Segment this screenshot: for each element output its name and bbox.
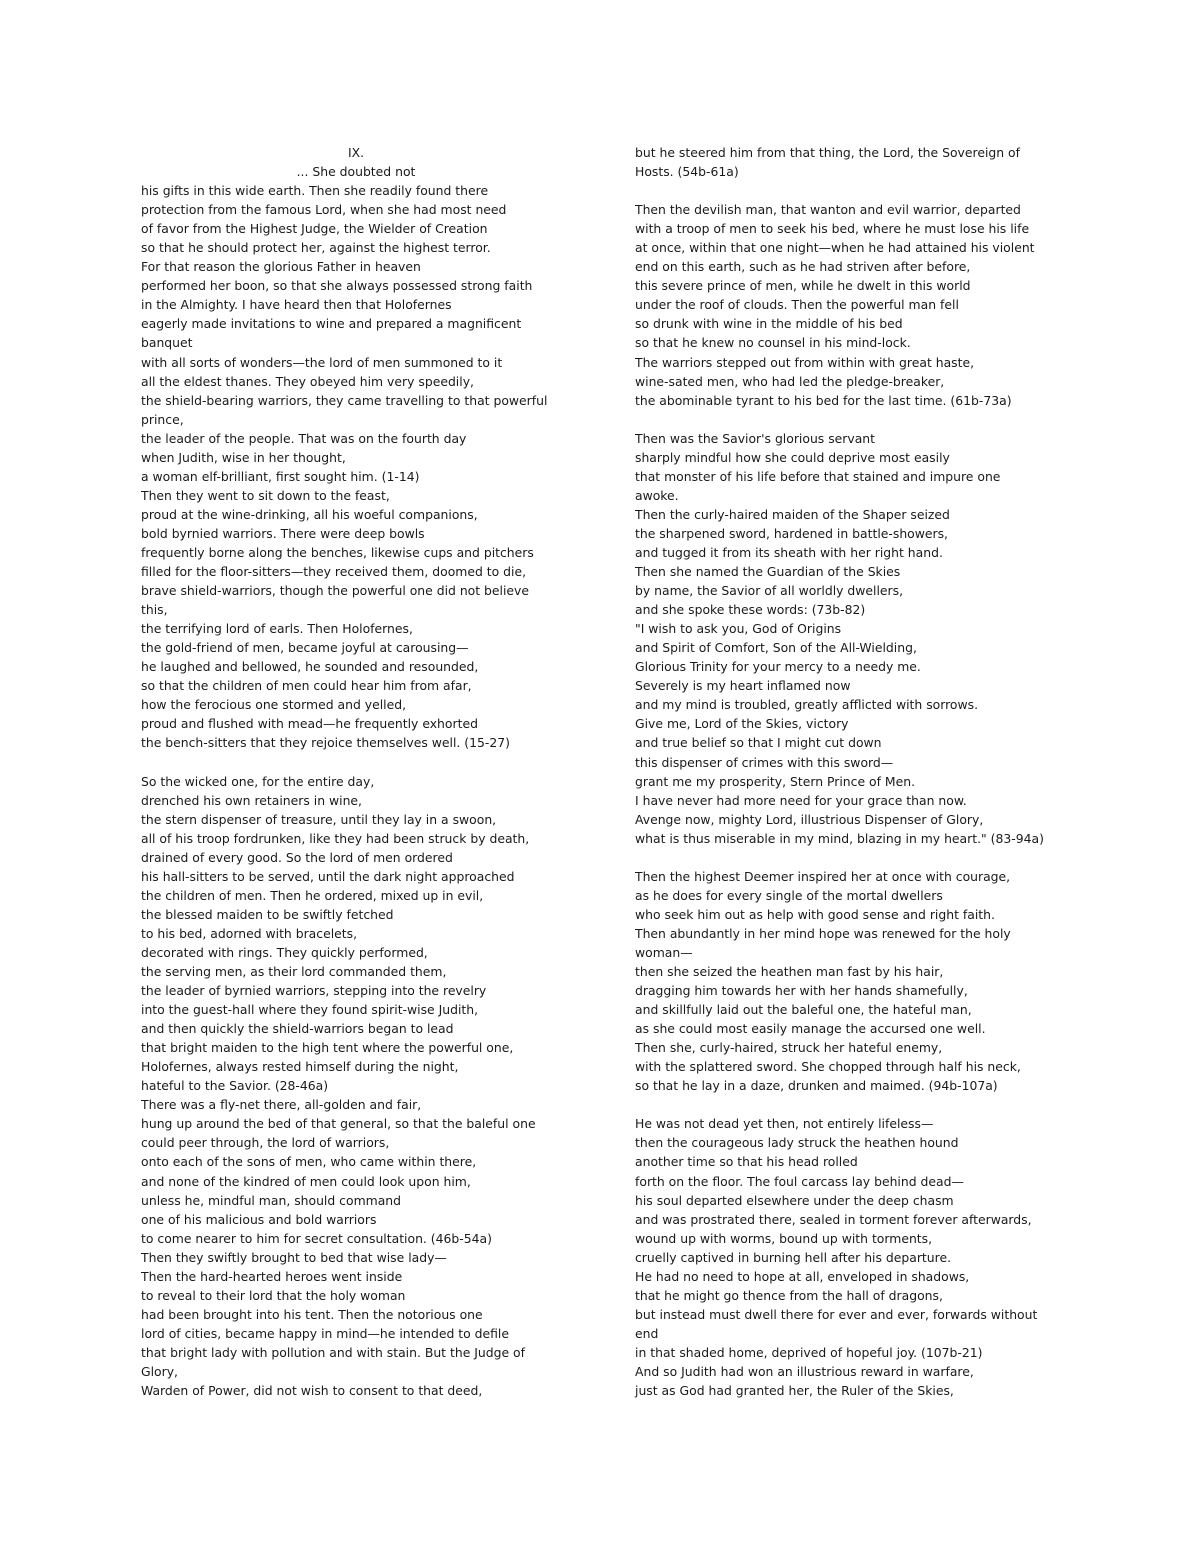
verse-line: with all sorts of wonders—the lord of men summoned to it (141, 354, 503, 370)
verse-line: For that reason the glorious Father in heaven (141, 259, 421, 275)
right-column (635, 143, 1060, 1400)
verse-line: There was a fly-net there, all-golden and fair, (141, 1097, 422, 1113)
verse-line: that he might go thence from the hall of dragons, (635, 1287, 943, 1303)
verse-line: and skillfully laid out the baleful one, the hateful man, (635, 1002, 972, 1018)
verse-line: woman— (635, 944, 693, 960)
verse-line: so that he lay in a daze, drunken and maimed. (94b-107a) (635, 1078, 998, 1094)
verse-line: in that shaded home, deprived of hopeful joy. (107b-21) (635, 1344, 983, 1360)
verse-line: unless he, mindful man, should command (141, 1192, 402, 1208)
verse-line: filled for the floor-sitters—they received them, doomed to die, (141, 564, 527, 580)
verse-line: Hosts. (54b-61a) (635, 164, 739, 180)
verse-line: all of his troop fordrunken, like they had been struck by death, (141, 830, 530, 846)
verse-line: decorated with rings. They quickly performed, (141, 944, 428, 960)
verse-line: Then was the Savior's glorious servant (635, 430, 876, 446)
verse-line: hateful to the Savior. (28-46a) (141, 1078, 329, 1094)
verse-line: the serving men, as their lord commanded them, (141, 964, 447, 980)
verse-line: with a troop of men to seek his bed, where he must lose his life (635, 221, 1030, 237)
verse-line: the leader of the people. That was on the fourth day (141, 430, 467, 446)
verse-line: drenched his own retainers in wine, (141, 792, 362, 808)
verse-line: awoke. (635, 487, 679, 503)
verse-line (635, 181, 1060, 200)
verse-line: as he does for every single of the mortal dwellers (635, 887, 943, 903)
verse-line: this severe prince of men, while he dwelt in this world (635, 278, 971, 294)
verse-line: the bench-sitters that they rejoice themselves well. (15-27) (141, 735, 510, 751)
verse-line: to reveal to their lord that the holy woman (141, 1287, 406, 1303)
verse-line: Holofernes, always rested himself during the night, (141, 1059, 459, 1075)
verse-line: and she spoke these words: (73b-82) (635, 602, 866, 618)
verse-line: bold byrnied warriors. There were deep bowls (141, 525, 425, 541)
verse-line: eagerly made invitations to wine and prepared a magnificent (141, 316, 522, 332)
verse-line (635, 1095, 1060, 1114)
verse-line: sharply mindful how she could deprive most easily (635, 449, 950, 465)
verse-line: protection from the famous Lord, when she had most need (141, 202, 507, 218)
verse-line: Warden of Power, did not wish to consent to that deed, (141, 1383, 483, 1399)
verse-line: prince, (141, 411, 184, 427)
verse-line: so that he knew no counsel in his mind-lock. (635, 335, 911, 351)
verse-line: this dispenser of crimes with this sword— (635, 754, 894, 770)
verse-line: and was prostrated there, sealed in torment forever afterwards, (635, 1211, 1032, 1227)
verse-line: just as God had granted her, the Ruler of the Skies, (635, 1383, 954, 1399)
verse-line: And so Judith had won an illustrious reward in warfare, (635, 1364, 974, 1379)
verse-line: and true belief so that I might cut down (635, 735, 882, 751)
verse-line: and tugged it from its sheath with her right hand. (635, 544, 943, 560)
verse-line: to come nearer to him for secret consultation. (46b-54a) (141, 1230, 492, 1246)
verse-line: his hall-sitters to be served, until the dark night approached (141, 868, 515, 884)
verse-line: proud and flushed with mead—he frequently exhorted (141, 716, 478, 732)
right-column-lines (635, 143, 1060, 1400)
verse-line: He was not dead yet then, not entirely lifeless— (635, 1116, 934, 1132)
section-heading: IX. (347, 145, 365, 160)
verse-line: forth on the floor. The foul carcass lay behind dead— (635, 1173, 964, 1189)
verse-line: performed her boon, so that she always possessed strong faith (141, 278, 533, 294)
verse-line: the leader of byrnied warriors, stepping into the revelry (141, 983, 487, 999)
verse-line: the abominable tyrant to his bed for the last time. (61b-73a) (635, 392, 1012, 408)
verse-line: so that the children of men could hear him from afar, (141, 678, 472, 694)
verse-line: so drunk with wine in the middle of his bed (635, 316, 903, 332)
verse-line: could peer through, the lord of warriors, (141, 1135, 390, 1151)
verse-line: the blessed maiden to be swiftly fetched (141, 906, 394, 922)
verse-line: Then the highest Deemer inspired her at once with courage, (635, 868, 1011, 884)
verse-line: then the courageous lady struck the heathen hound (635, 1135, 959, 1151)
verse-line: into the guest-hall where they found spirit-wise Judith, (141, 1002, 479, 1018)
verse-line: hung up around the bed of that general, so that the baleful one (141, 1116, 536, 1132)
verse-line: and my mind is troubled, greatly afflicted with sorrows. (635, 697, 979, 713)
verse-line: cruelly captived in burning hell after his departure. (635, 1249, 952, 1265)
verse-line: had been brought into his tent. Then the notorious one (141, 1306, 483, 1322)
verse-line: Avenge now, mighty Lord, illustrious Dispenser of Glory, (635, 811, 984, 827)
verse-line: the sharpened sword, hardened in battle-showers, (635, 525, 948, 541)
verse-line: the gold-friend of men, became joyful at carousing— (141, 640, 469, 656)
verse-line: the terrifying lord of earls. Then Holofernes, (141, 621, 413, 637)
verse-line: frequently borne along the benches, likewise cups and pitchers (141, 544, 534, 560)
verse-line: and Spirit of Comfort, Son of the All-Wielding, (635, 640, 917, 656)
verse-line: banquet (141, 335, 193, 351)
verse-line: when Judith, wise in her thought, (141, 449, 346, 465)
verse-line: to his bed, adorned with bracelets, (141, 925, 358, 941)
verse-line: this, (141, 602, 168, 618)
verse-line: Glory, (141, 1364, 178, 1379)
verse-line: Glorious Trinity for your mercy to a needy me. (635, 659, 921, 675)
verse-line: but instead must dwell there for ever and ever, forwards without (635, 1306, 1038, 1322)
verse-line: Then abundantly in her mind hope was renewed for the holy (635, 925, 1011, 941)
verse-line: He had no need to hope at all, enveloped in shadows, (635, 1268, 970, 1284)
verse-line: the shield-bearing warriors, they came travelling to that powerful (141, 392, 548, 408)
verse-line: Then the hard-hearted heroes went inside (141, 1268, 403, 1284)
verse-line: drained of every good. So the lord of men ordered (141, 849, 453, 865)
verse-line: Then they swiftly brought to bed that wise lady— (141, 1249, 447, 1265)
verse-line: Then she, curly-haired, struck her hateful enemy, (635, 1040, 943, 1056)
verse-line: under the roof of clouds. Then the powerful man fell (635, 297, 959, 313)
verse-line: Then she named the Guardian of the Skies (635, 564, 901, 580)
verse-line: Severely is my heart inflamed now (635, 678, 851, 694)
left-column-lines (141, 181, 571, 1400)
verse-line: all the eldest thanes. They obeyed him very speedily, (141, 373, 474, 389)
verse-line: what is thus miserable in my mind, blazing in my heart." (83-94a) (635, 830, 1044, 846)
verse-line: end on this earth, such as he had striven after before, (635, 259, 971, 275)
verse-line: wine-sated men, who had led the pledge-breaker, (635, 373, 945, 389)
verse-line: wound up with worms, bound up with torments, (635, 1230, 933, 1246)
verse-line: and none of the kindred of men could look upon him, (141, 1173, 471, 1189)
verse-line: The warriors stepped out from within with great haste, (635, 354, 975, 370)
verse-line: and then quickly the shield-warriors began to lead (141, 1021, 454, 1037)
verse-line: who seek him out as help with good sense and right faith. (635, 906, 995, 922)
verse-line: a woman elf-brilliant, first sought him. (1-14) (141, 468, 420, 484)
verse-line: his gifts in this wide earth. Then she readily found there (141, 183, 489, 199)
verse-line: the children of men. Then he ordered, mixed up in evil, (141, 887, 484, 903)
verse-line: in the Almighty. I have heard then that Holofernes (141, 297, 452, 313)
verse-line: lord of cities, became happy in mind—he intended to defile (141, 1325, 509, 1341)
verse-line: So the wicked one, for the entire day, (141, 773, 375, 789)
verse-line: but he steered him from that thing, the Lord, the Sovereign of (635, 145, 1020, 160)
verse-line: I have never had more need for your grace than now. (635, 792, 967, 808)
verse-line: Give me, Lord of the Skies, victory (635, 716, 849, 732)
verse-line (635, 410, 1060, 429)
verse-line: dragging him towards her with her hands shamefully, (635, 983, 968, 999)
verse-line: that bright lady with pollution and with stain. But the Judge of (141, 1344, 525, 1360)
verse-line: so that he should protect her, against the highest terror. (141, 240, 491, 256)
verse-line: as she could most easily manage the accursed one well. (635, 1021, 986, 1037)
verse-line: "I wish to ask you, God of Origins (635, 621, 842, 637)
verse-line (635, 848, 1060, 867)
verse-line: of favor from the Highest Judge, the Wielder of Creation (141, 221, 488, 237)
verse-line: end (635, 1325, 659, 1341)
left-column (141, 143, 571, 1400)
verse-line: Then they went to sit down to the feast, (141, 487, 390, 503)
verse-line: that bright maiden to the high tent where the powerful one, (141, 1040, 514, 1056)
verse-line: one of his malicious and bold warriors (141, 1211, 377, 1227)
verse-line: brave shield-warriors, though the powerful one did not believe (141, 583, 530, 599)
verse-line: then she seized the heathen man fast by his hair, (635, 964, 944, 980)
verse-line: how the ferocious one stormed and yelled, (141, 697, 407, 713)
verse-line: with the splattered sword. She chopped through half his neck, (635, 1059, 1021, 1075)
verse-line: Then the curly-haired maiden of the Shaper seized (635, 506, 950, 522)
verse-line: another time so that his head rolled (635, 1154, 858, 1170)
verse-line: his soul departed elsewhere under the deep chasm (635, 1192, 954, 1208)
verse-line: at once, within that one night—when he had attained his violent (635, 240, 1035, 256)
verse-line: that monster of his life before that stained and impure one (635, 468, 1001, 484)
verse-line: he laughed and bellowed, he sounded and resounded, (141, 659, 479, 675)
section-subheading: ... She doubted not (296, 164, 416, 180)
verse-line: grant me my prosperity, Stern Prince of Men. (635, 773, 916, 789)
verse-line (141, 753, 571, 772)
verse-line: the stern dispenser of treasure, until they lay in a swoon, (141, 811, 497, 827)
verse-line: by name, the Savior of all worldly dwellers, (635, 583, 904, 599)
verse-line: onto each of the sons of men, who came within there, (141, 1154, 477, 1170)
verse-line: Then the devilish man, that wanton and evil warrior, departed (635, 202, 1021, 218)
verse-line: proud at the wine-drinking, all his woeful companions, (141, 506, 478, 522)
